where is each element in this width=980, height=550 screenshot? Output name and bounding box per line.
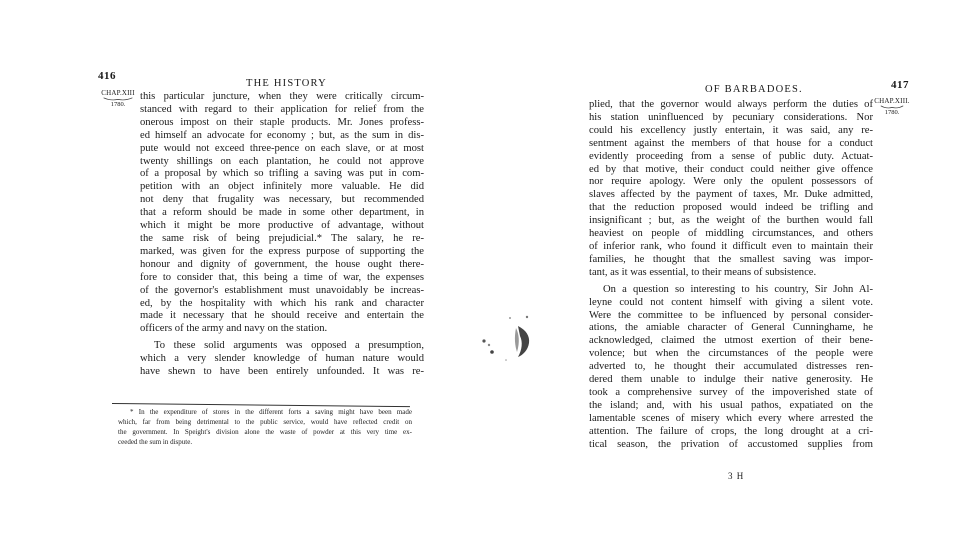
text-line: officers of the army and navy on the station. xyxy=(140,323,328,335)
footnote xyxy=(118,407,412,447)
text-line: attention. The failure of crops, the long drought at a cri- xyxy=(589,425,873,437)
text-line: took a comprehensive survey of the impoverished state of xyxy=(589,386,873,398)
body-text xyxy=(589,99,873,451)
margin-year: 1780. xyxy=(884,109,900,116)
body-text xyxy=(140,91,424,379)
footnote-line: * In the expenditure of stores in the different forts a saving might have been made xyxy=(130,408,412,416)
page-number: 416 xyxy=(98,70,116,82)
text-line: which it might be more productive of advantage, without xyxy=(140,220,424,232)
text-line: On a question so interesting to his country, Sir John Al- xyxy=(603,283,873,295)
text-line: have shewn to have been entirely unfounded. It was re- xyxy=(140,366,424,378)
text-line: of inferior rank, who found it difficult even to maintain their xyxy=(589,240,873,252)
text-line: volence; but when the circumstances of the people were xyxy=(589,348,873,360)
footnote-line: the government. In Speight's division alone the waste of powder at this very time ex- xyxy=(118,428,412,436)
text-line: Were the committee to be influenced by personal consider- xyxy=(589,309,873,321)
left-page xyxy=(0,0,470,550)
text-line: fore to consider that, this being a time of war, the expenses xyxy=(140,271,424,283)
text-line: ations, the amiable character of General Cunninghame, he xyxy=(589,322,873,334)
text-line: petition with an object infinitely more valuable. He did xyxy=(140,181,424,193)
text-line: plied, that the governor would always perform the duties of xyxy=(589,99,873,110)
right-page xyxy=(490,0,980,550)
margin-chapter: CHAP.XIII. xyxy=(874,97,910,105)
text-line: that the reduction proposed would indeed be trifling and xyxy=(589,202,873,214)
text-line: ed by that motive, their conduct could neither give offence xyxy=(589,163,873,175)
text-line: adverted to, he thought their accumulated distresses ren- xyxy=(589,361,873,373)
text-line: of the governor's establishment must unavoidably be increas- xyxy=(140,284,424,296)
text-line: made it necessary that he should receive and entertain the xyxy=(140,310,424,322)
text-line: ed himself an advocate for economy ; but, as the sum in dis- xyxy=(140,129,424,141)
text-line: insignificant ; but, as the weight of the burthen would fall xyxy=(589,215,873,227)
text-line: evidently proceeding from a sense of public duty. Actuat- xyxy=(589,150,873,162)
text-line: nor require apology. Were only the opulent possessors of xyxy=(589,176,873,188)
margin-note xyxy=(96,89,140,109)
text-line: heaviest on people of middling circumstances, and others xyxy=(589,228,873,240)
text-line: ed, by the hospitality with which his rank and character xyxy=(140,297,424,309)
margin-chapter: CHAP.XIII xyxy=(101,89,135,97)
text-line: tant, as it was essential, to their means of subsistence. xyxy=(589,266,817,278)
text-line: sentment against the members of that house for a conduct xyxy=(589,137,873,149)
signature-mark: 3 H xyxy=(728,471,745,481)
text-line: could his excellency justly entertain, it was said, any re- xyxy=(589,124,873,136)
text-line: pute would not exceed three-pence on each slave, or at most xyxy=(140,142,424,154)
text-line: onerous impost on their staple products. Mr. Jones profess- xyxy=(140,116,424,128)
text-line: of a proposal by which so trifling a saving was put in com- xyxy=(140,168,424,180)
text-line: families, he thought that the smallest saving was impor- xyxy=(589,253,873,265)
text-line: this particular juncture, when they were critically circum- xyxy=(140,91,424,102)
page-number: 417 xyxy=(891,79,909,91)
margin-year: 1780. xyxy=(110,101,126,108)
text-line: the island; and, with his usual pathos, expatiated on the xyxy=(589,399,873,411)
footnote-line: which, far from being detrimental to the public service, would have reflected credit on xyxy=(118,418,412,426)
text-line: tical season, the privation of accustomed supplies from xyxy=(589,438,873,450)
text-line: To these solid arguments was opposed a presumption, xyxy=(154,340,424,352)
text-line: not deny that frugality was necessary, but recommended xyxy=(140,194,424,206)
text-line: leyne could not content himself with giving a silent vote. xyxy=(589,296,873,308)
text-line: his station uninfluenced by pecuniary considerations. Nor xyxy=(589,111,873,123)
text-line: the same risk of being prejudicial.* The salary, he re- xyxy=(140,232,424,244)
running-head: THE HISTORY xyxy=(246,78,327,89)
margin-note xyxy=(870,97,914,117)
text-line: slaves affected by the payment of taxes, Mr. Duke admitted, xyxy=(589,189,873,201)
text-line: honour and dignity of government, the house ought there- xyxy=(140,258,424,270)
text-line: marked, was given for the express purpose of supporting the xyxy=(140,245,424,257)
text-line: dered them unable to indulge their native generosity. He xyxy=(589,374,873,386)
text-line: that a reform should be made in some other department, in xyxy=(140,207,424,219)
text-line: stanced with regard to their application for relief from the xyxy=(140,103,424,115)
text-line: which a very slender knowledge of human nature would xyxy=(140,353,424,365)
text-line: acknowledged, claimed the utmost exertion of their bene- xyxy=(589,335,873,347)
text-line: lamentable scenes of misery which every where arrested the xyxy=(589,412,873,424)
text-line: twenty shillings on each plantation, he could not approve xyxy=(140,155,424,167)
footnote-line: ceeded the sum in dispute. xyxy=(118,438,193,446)
running-head: OF BARBADOES. xyxy=(705,84,803,95)
